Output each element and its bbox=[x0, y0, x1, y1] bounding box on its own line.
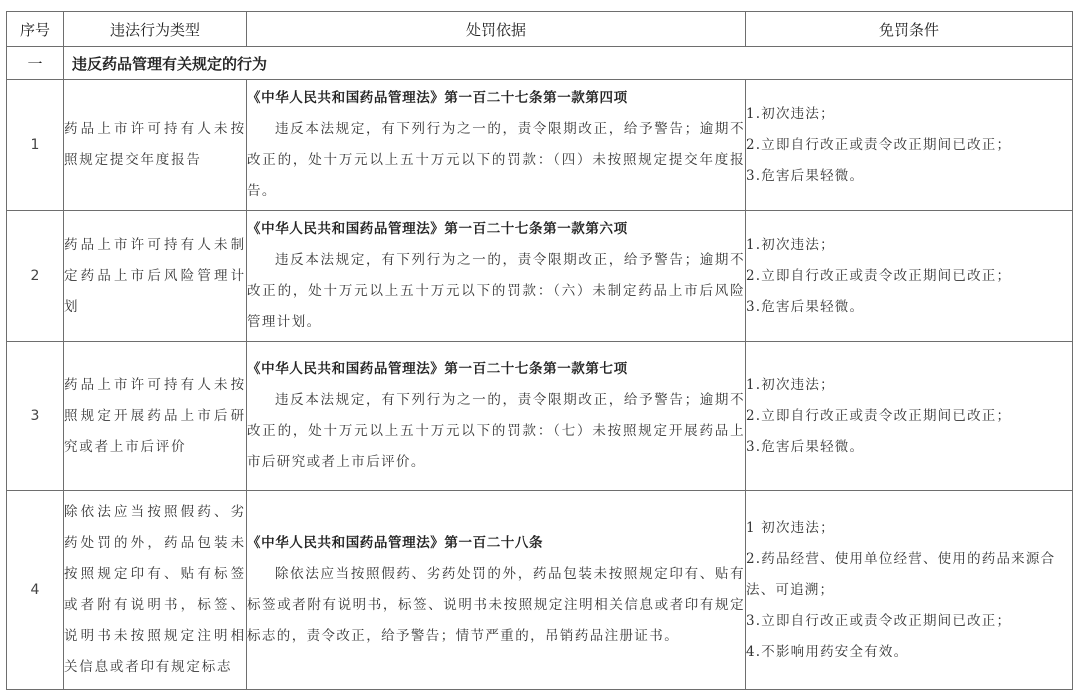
row-index: 1 bbox=[7, 80, 64, 211]
penalty-basis bbox=[247, 80, 746, 211]
table-row bbox=[7, 80, 1073, 211]
exemption-conditions bbox=[746, 211, 1073, 342]
condition-item: 4.不影响用药安全有效。 bbox=[746, 643, 909, 660]
section-title: 违反药品管理有关规定的行为 bbox=[64, 47, 1073, 80]
section-row bbox=[7, 47, 1073, 80]
law-citation: 《中华人民共和国药品管理法》第一百二十七条第一款第四项 bbox=[247, 90, 628, 106]
row-index: 2 bbox=[7, 211, 64, 342]
condition-item: 3.立即自行改正或责令改正期间已改正； bbox=[746, 612, 1012, 629]
law-clause: 违反本法规定，有下列行为之一的，责令限期改正，给予警告；逾期不改正的，处十万元以上五十万元以下的罚款：（六）未制定药品上市后风险管理计划。 bbox=[247, 252, 745, 330]
penalty-basis bbox=[247, 211, 746, 342]
condition-item: 1.初次违法； bbox=[746, 105, 835, 122]
header-violation-type: 违法行为类型 bbox=[64, 12, 247, 47]
condition-item: 2.立即自行改正或责令改正期间已改正； bbox=[746, 136, 1012, 153]
violation-type: 药品上市许可持有人未按照规定开展药品上市后研究或者上市后评价 bbox=[64, 342, 247, 491]
exemption-conditions bbox=[746, 80, 1073, 211]
row-index: 3 bbox=[7, 342, 64, 491]
exemption-conditions bbox=[746, 491, 1073, 690]
table-row bbox=[7, 211, 1073, 342]
table-row bbox=[7, 491, 1073, 690]
penalty-basis bbox=[247, 342, 746, 491]
condition-item: 2.药品经营、使用单位经营、使用的药品来源合法、可追溯； bbox=[746, 550, 1056, 598]
header-exemption-conditions: 免罚条件 bbox=[746, 12, 1073, 47]
law-clause: 违反本法规定，有下列行为之一的，责令限期改正，给予警告；逾期不改正的，处十万元以上五十万元以下的罚款：（四）未按照规定提交年度报告。 bbox=[247, 121, 745, 199]
exemption-conditions bbox=[746, 342, 1073, 491]
penalty-exemption-table bbox=[6, 11, 1073, 690]
law-citation: 《中华人民共和国药品管理法》第一百二十八条 bbox=[247, 535, 544, 551]
condition-item: 1.初次违法； bbox=[746, 236, 835, 253]
law-citation: 《中华人民共和国药品管理法》第一百二十七条第一款第六项 bbox=[247, 221, 628, 237]
condition-item: 3.危害后果轻微。 bbox=[746, 298, 865, 315]
row-index: 4 bbox=[7, 491, 64, 690]
violation-type: 药品上市许可持有人未制定药品上市后风险管理计划 bbox=[64, 211, 247, 342]
violation-type: 药品上市许可持有人未按照规定提交年度报告 bbox=[64, 80, 247, 211]
condition-item: 2.立即自行改正或责令改正期间已改正； bbox=[746, 267, 1012, 284]
table-header-row bbox=[7, 12, 1073, 47]
condition-item: 3.危害后果轻微。 bbox=[746, 167, 865, 184]
header-index: 序号 bbox=[7, 12, 64, 47]
table-row bbox=[7, 342, 1073, 491]
violation-type: 除依法应当按照假药、劣药处罚的外，药品包装未按照规定印有、贴有标签或者附有说明书，标签、说明书未按照规定注明相关信息或者印有规定标志 bbox=[64, 491, 247, 690]
document-page bbox=[6, 11, 1072, 690]
section-number: 一 bbox=[7, 47, 64, 80]
condition-item: 2.立即自行改正或责令改正期间已改正； bbox=[746, 407, 1012, 424]
law-clause: 除依法应当按照假药、劣药处罚的外，药品包装未按照规定印有、贴有标签或者附有说明书，标签、说明书未按照规定注明相关信息或者印有规定标志的，责令改正，给予警告；情节严重的，吊销药品注册证书。 bbox=[247, 566, 745, 644]
law-citation: 《中华人民共和国药品管理法》第一百二十七条第一款第七项 bbox=[247, 361, 628, 377]
condition-item: 1 初次违法； bbox=[746, 519, 835, 536]
condition-item: 1.初次违法； bbox=[746, 376, 835, 393]
penalty-basis bbox=[247, 491, 746, 690]
condition-item: 3.危害后果轻微。 bbox=[746, 438, 865, 455]
header-penalty-basis: 处罚依据 bbox=[247, 12, 746, 47]
law-clause: 违反本法规定，有下列行为之一的，责令限期改正，给予警告；逾期不改正的，处十万元以上五十万元以下的罚款：（七）未按照规定开展药品上市后研究或者上市后评价。 bbox=[247, 392, 745, 470]
